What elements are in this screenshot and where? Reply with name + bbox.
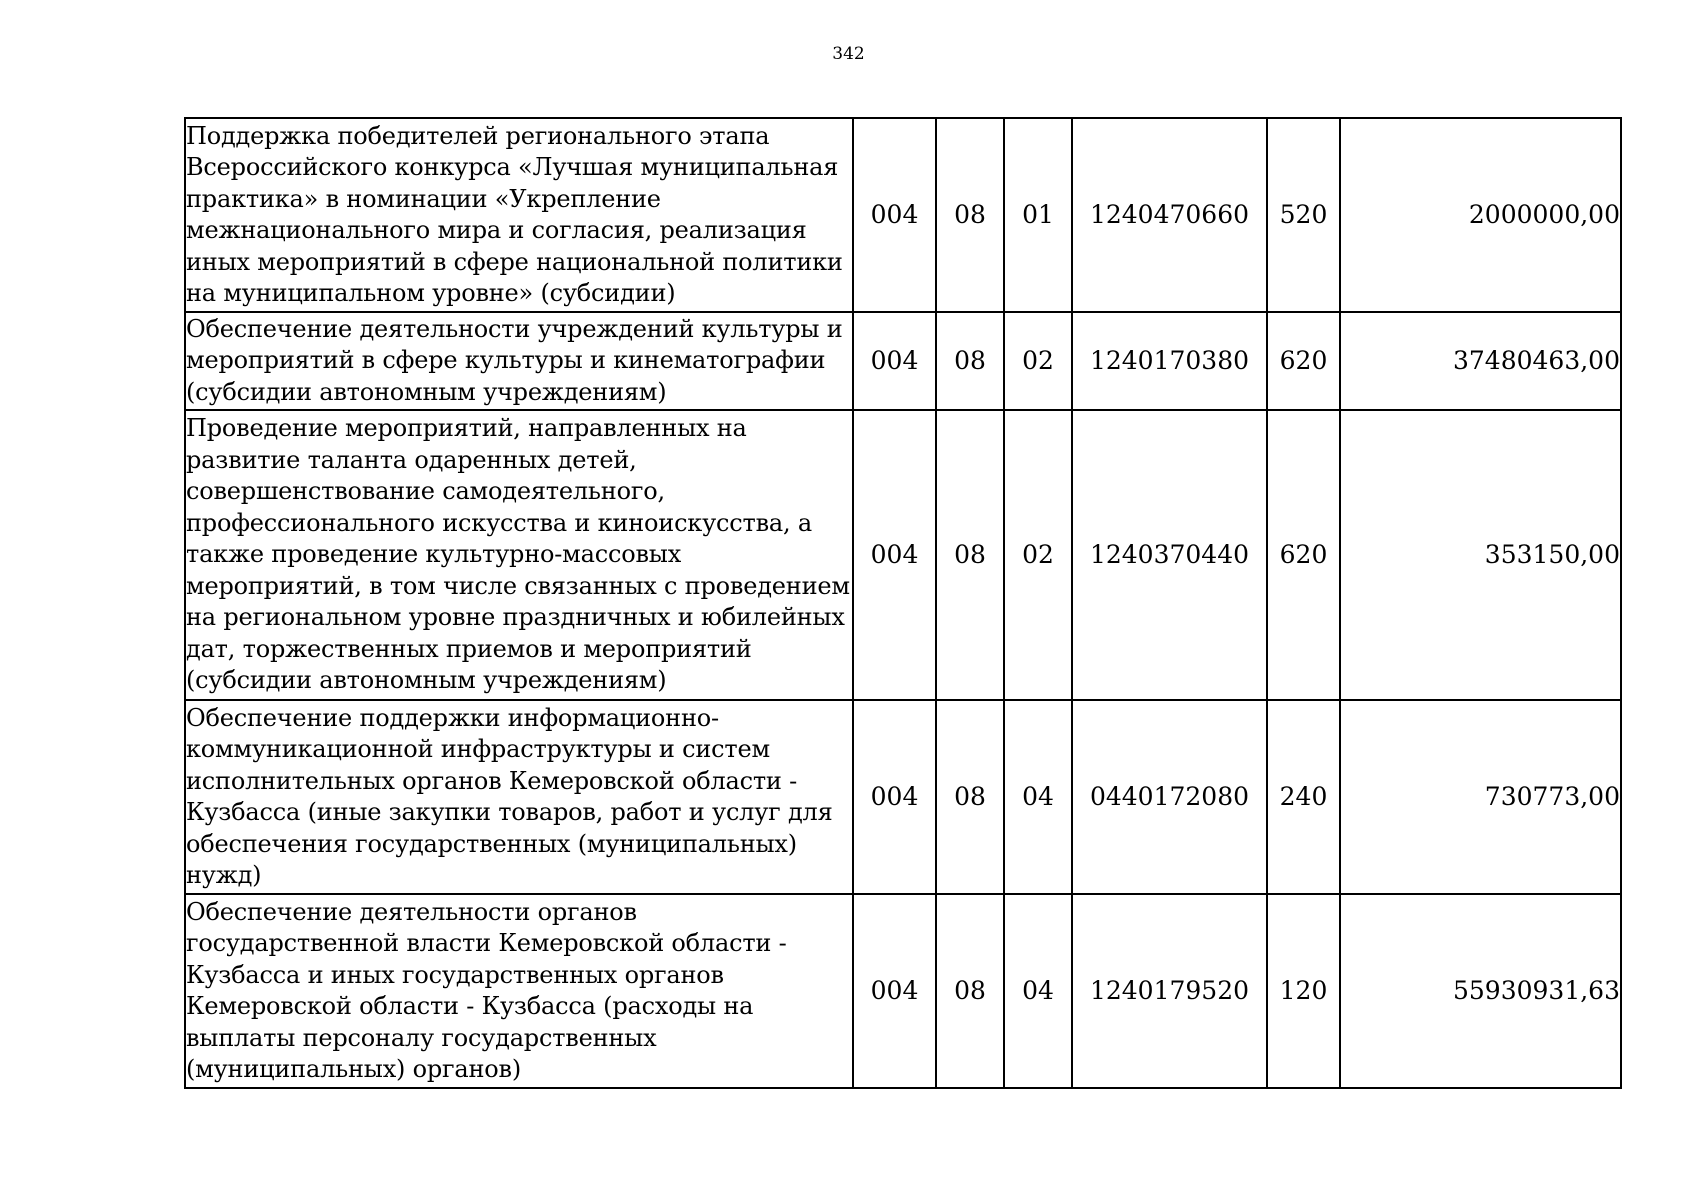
table-row — [185, 700, 1621, 894]
ministry-code: 004 — [853, 700, 936, 894]
subsection-code: 01 — [1004, 118, 1072, 312]
table-row — [185, 894, 1621, 1088]
page-number: 342 — [832, 44, 865, 64]
target-article-code: 1240470660 — [1072, 118, 1267, 312]
row-description: Обеспечение деятельности учреждений культуры и мероприятий в сфере культуры и кинематографии (субсидии автономным учреждениям) — [185, 312, 853, 410]
subsection-code: 04 — [1004, 700, 1072, 894]
amount-value: 55930931,63 — [1340, 894, 1621, 1088]
section-code: 08 — [936, 894, 1004, 1088]
amount-value: 2000000,00 — [1340, 118, 1621, 312]
amount-value: 353150,00 — [1340, 410, 1621, 700]
subsection-code: 02 — [1004, 312, 1072, 410]
expense-type-code: 620 — [1267, 312, 1340, 410]
section-code: 08 — [936, 312, 1004, 410]
subsection-code: 04 — [1004, 894, 1072, 1088]
expense-type-code: 120 — [1267, 894, 1340, 1088]
amount-value: 37480463,00 — [1340, 312, 1621, 410]
ministry-code: 004 — [853, 118, 936, 312]
ministry-code: 004 — [853, 312, 936, 410]
budget-table — [184, 117, 1622, 1089]
row-description: Обеспечение поддержки информационно-коммуникационной инфраструктуры и систем исполнительных органов Кемеровской области - Кузбасса (иные закупки товаров, работ и услуг для обеспечения государственных (муниципальных) нужд) — [185, 700, 853, 894]
row-description: Проведение мероприятий, направленных на развитие таланта одаренных детей, совершенствование самодеятельного, профессионального искусства и киноискусства, а также проведение культурно-массовых мероприятий, в том числе связанных с проведением на региональном уровне праздничных и юбилейных дат, торжественных приемов и мероприятий (субсидии автономным учреждениям) — [185, 410, 853, 700]
row-description: Поддержка победителей регионального этапа Всероссийского конкурса «Лучшая муниципальная практика» в номинации «Укрепление межнационального мира и согласия, реализация иных мероприятий в сфере национальной политики на муниципальном уровне» (субсидии) — [185, 118, 853, 312]
amount-value: 730773,00 — [1340, 700, 1621, 894]
section-code: 08 — [936, 118, 1004, 312]
expense-type-code: 620 — [1267, 410, 1340, 700]
ministry-code: 004 — [853, 894, 936, 1088]
section-code: 08 — [936, 700, 1004, 894]
section-code: 08 — [936, 410, 1004, 700]
expense-type-code: 240 — [1267, 700, 1340, 894]
table-row — [185, 118, 1621, 312]
ministry-code: 004 — [853, 410, 936, 700]
target-article-code: 1240170380 — [1072, 312, 1267, 410]
target-article-code: 0440172080 — [1072, 700, 1267, 894]
target-article-code: 1240370440 — [1072, 410, 1267, 700]
table-row — [185, 410, 1621, 700]
expense-type-code: 520 — [1267, 118, 1340, 312]
subsection-code: 02 — [1004, 410, 1072, 700]
row-description: Обеспечение деятельности органов государственной власти Кемеровской области - Кузбасса и иных государственных органов Кемеровской области - Кузбасса (расходы на выплаты персоналу государственных (муниципальных) органов) — [185, 894, 853, 1088]
target-article-code: 1240179520 — [1072, 894, 1267, 1088]
table-row — [185, 312, 1621, 410]
